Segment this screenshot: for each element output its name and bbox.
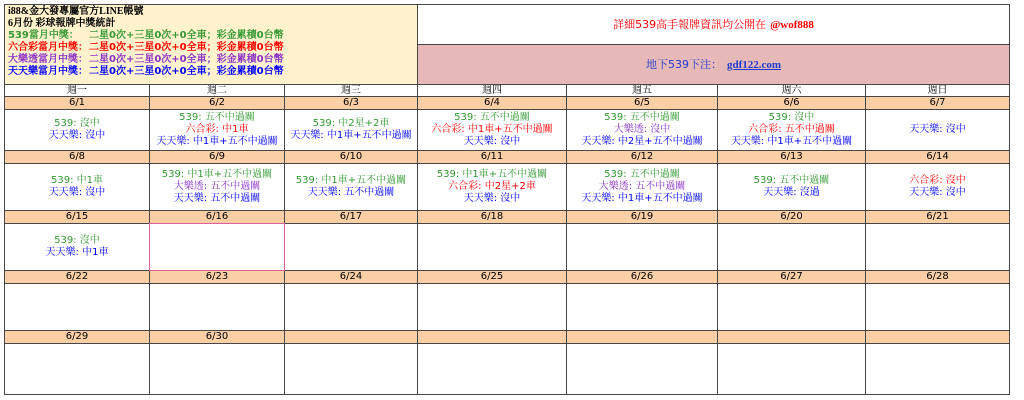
selected-day-cell[interactable] [150,224,284,270]
day-results-cell[interactable] [285,110,417,150]
day-results-cell[interactable] [418,284,566,330]
day-results-cell[interactable] [567,344,717,394]
day-results-cell[interactable] [418,164,566,210]
result-line: 天天樂: 沒中 [909,187,966,198]
result-line: 天天樂: 沒中 [48,187,106,198]
day-results-cell[interactable] [718,224,865,270]
stat-label: 六合彩當月中獎： [8,42,88,53]
date-cell[interactable]: 6/2 [150,97,284,109]
result-line: 539: 沒中 [54,235,100,246]
date-cell[interactable]: 6/30 [150,331,284,343]
result-line: 天天樂: 沒中 [463,136,521,147]
day-results-cell[interactable] [418,224,566,270]
bet-cell[interactable] [418,45,1009,84]
date-cell[interactable]: 6/3 [285,97,417,109]
day-results-cell[interactable] [150,110,284,150]
date-cell[interactable]: 6/29 [5,331,149,343]
result-line: 539: 中1車+五不中過關 [161,169,273,180]
result-line: 大樂透: 五不中過關 [598,181,686,192]
date-cell[interactable]: 6/28 [866,271,1009,283]
day-results-cell[interactable] [718,344,865,394]
date-cell[interactable]: 6/23 [150,271,284,283]
day-results-cell[interactable] [866,284,1009,330]
result-line: 539: 沒中 [768,112,815,123]
result-line: 六合彩: 中2星+2車 [448,181,536,192]
result-line: 天天樂: 沒中 [48,130,106,141]
date-cell[interactable]: 6/24 [285,271,417,283]
result-line: 539: 中2星+2車 [312,118,390,129]
stat-value: 二星0次+三星0次+0全車；彩金累積0台幣 [89,66,284,77]
result-line: 六合彩: 中1車 [185,124,249,135]
result-line: 天天樂: 中1車+五不中過關 [156,136,278,147]
result-line: 天天樂: 中1車+五不中過關 [290,130,412,141]
day-results-cell[interactable] [5,344,149,394]
bet-label: 地下539下注： [645,57,722,71]
day-results-cell[interactable] [718,110,865,150]
day-results-cell[interactable] [567,284,717,330]
weekday-header[interactable]: 週一 [5,85,149,96]
result-line: 天天樂: 中1車+五不中過關 [730,136,853,147]
date-cell[interactable]: 6/27 [718,271,865,283]
date-cell[interactable]: 6/8 [5,151,149,163]
promo-handle: @wof888 [770,18,814,31]
stat-line [8,42,417,54]
date-cell[interactable]: 6/4 [418,97,566,109]
day-results-cell[interactable] [567,224,717,270]
day-results-cell[interactable] [418,344,566,394]
calendar-sheet [4,4,1010,395]
date-cell[interactable]: 6/10 [285,151,417,163]
result-line: 六合彩: 五不中過關 [748,124,835,135]
result-line: 天天樂: 沒過 [763,187,820,198]
stat-value: 二星0次+三星0次+0全車；彩金累積0台幣 [89,54,284,65]
date-cell[interactable]: 6/20 [718,211,865,223]
result-line: 539: 五不中過關 [753,175,830,186]
result-line: 天天樂: 中1車 [45,247,109,258]
weekday-header[interactable]: 週五 [567,85,717,96]
day-results-cell[interactable] [418,110,566,150]
day-results-cell[interactable] [866,224,1009,270]
stats-title: 6月份 彩球報牌中獎統計 [8,18,116,29]
result-line: 大樂透: 五不中過關 [173,181,261,192]
stat-label: 539當月中獎： [8,30,79,41]
weekday-header[interactable]: 週日 [866,85,1009,96]
date-cell[interactable]: 6/18 [418,211,566,223]
date-cell[interactable]: 6/14 [866,151,1009,163]
date-cell[interactable]: 6/17 [285,211,417,223]
day-results-cell[interactable] [285,164,417,210]
day-results-cell[interactable] [285,344,417,394]
day-results-cell[interactable] [150,164,284,210]
weekday-header[interactable]: 週二 [150,85,284,96]
weekday-header[interactable]: 週六 [718,85,865,96]
date-cell[interactable]: 6/13 [718,151,865,163]
day-results-cell[interactable] [718,164,865,210]
promo-cell[interactable] [418,5,1009,44]
result-line: 天天樂: 中2星+五不中過關 [581,136,703,147]
weekday-header[interactable]: 週三 [285,85,417,96]
result-line: 539: 五不中過關 [604,112,680,123]
date-cell[interactable] [418,331,566,343]
date-cell[interactable] [718,331,865,343]
result-line: 大樂透: 沒中 [613,124,671,135]
result-line: 539: 中1車+五不中過關 [295,175,407,186]
result-line: 天天樂: 五不中過關 [173,193,261,204]
day-results-cell[interactable] [150,284,284,330]
result-line: 六合彩: 中1車+五不中過關 [431,124,553,135]
day-results-cell[interactable] [567,110,717,150]
date-cell[interactable]: 6/21 [866,211,1009,223]
result-line: 天天樂: 沒中 [909,124,966,135]
result-line: 天天樂: 五不中過關 [307,187,395,198]
result-line: 539: 中1車 [51,175,103,186]
date-cell[interactable]: 6/6 [718,97,865,109]
result-line: 天天樂: 中1車+五不中過關 [581,193,703,204]
day-results-cell[interactable] [5,284,149,330]
stat-line [8,66,417,78]
day-results-cell[interactable] [866,110,1009,150]
date-cell[interactable]: 6/1 [5,97,149,109]
result-line: 539: 中1車+五不中過關 [436,169,548,180]
result-line: 六合彩: 沒中 [909,175,966,186]
day-results-cell[interactable] [866,344,1009,394]
day-results-cell[interactable] [866,164,1009,210]
stats-list [8,30,417,78]
stat-value: 二星0次+三星0次+0全車；彩金累積0台幣 [89,42,284,53]
account-title: i88&金大發專屬官方LINE帳號 [8,6,144,17]
date-cell[interactable]: 6/15 [5,211,149,223]
stat-line [8,30,417,42]
result-line: 539: 五不中過關 [179,112,255,123]
date-cell[interactable]: 6/12 [567,151,717,163]
stat-line [8,54,417,66]
date-cell[interactable]: 6/7 [866,97,1009,109]
promo-text: 詳細539高手報牌資訊均公開在 [613,17,767,31]
day-results-cell[interactable] [285,284,417,330]
day-results-cell[interactable] [5,224,149,270]
day-results-cell[interactable] [5,110,149,150]
date-cell[interactable]: 6/11 [418,151,566,163]
date-cell[interactable] [866,331,1009,343]
date-cell[interactable]: 6/22 [5,271,149,283]
stat-label: 天天樂當月中獎： [8,66,88,77]
stat-value: 二星0次+三星0次+0全車；彩金累積0台幣 [89,30,284,41]
date-cell[interactable] [567,331,717,343]
date-cell[interactable]: 6/5 [567,97,717,109]
date-cell[interactable]: 6/19 [567,211,717,223]
day-results-cell[interactable] [718,284,865,330]
bet-link[interactable]: gdf122.com [726,58,782,71]
day-results-cell[interactable] [567,164,717,210]
date-cell[interactable]: 6/25 [418,271,566,283]
result-line: 天天樂: 沒中 [463,193,521,204]
date-cell[interactable] [285,331,417,343]
date-cell[interactable]: 6/26 [567,271,717,283]
monthly-summary-cell[interactable] [5,5,417,84]
day-results-cell[interactable] [285,224,417,270]
weekday-header[interactable]: 週四 [418,85,566,96]
result-line: 539: 沒中 [54,118,100,129]
result-line: 539: 五不中過關 [454,112,530,123]
day-results-cell[interactable] [150,344,284,394]
date-cell[interactable]: 6/9 [150,151,284,163]
result-line: 539: 五不中過關 [604,169,680,180]
date-cell[interactable]: 6/16 [150,211,284,223]
stat-label: 大樂透當月中獎： [8,54,88,65]
day-results-cell[interactable] [5,164,149,210]
